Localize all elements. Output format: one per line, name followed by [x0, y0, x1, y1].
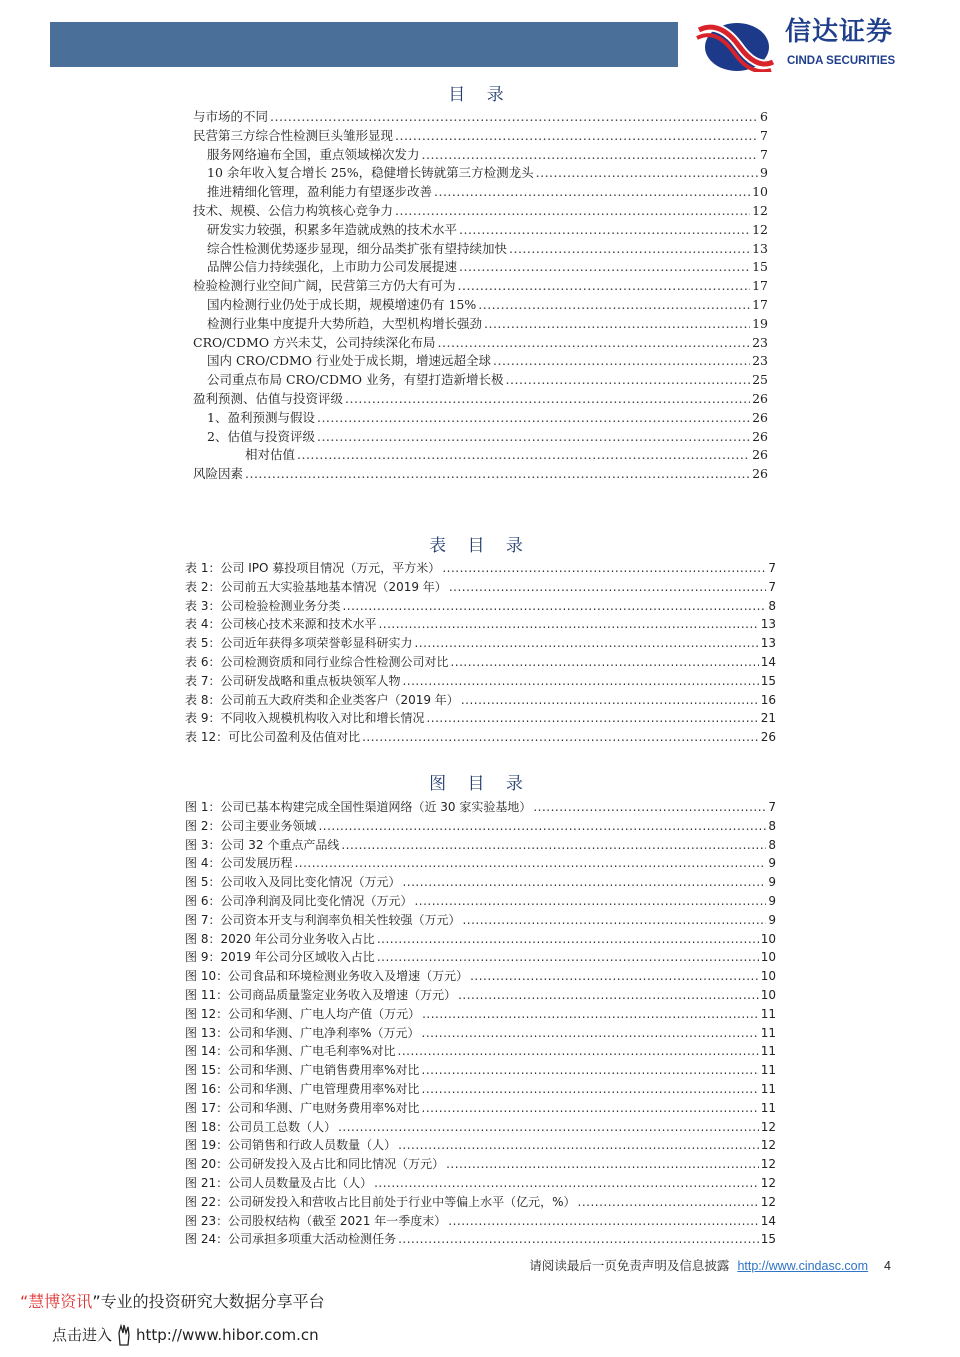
figures-entry[interactable] — [185, 1230, 776, 1249]
logo-text-en: CINDA SECURITIES — [787, 55, 896, 67]
dot-leader — [398, 1136, 759, 1155]
dot-leader — [459, 258, 750, 277]
figures-entry[interactable] — [185, 986, 776, 1005]
dot-leader — [377, 948, 759, 967]
figures-entry[interactable] — [185, 1193, 776, 1212]
figures-entry[interactable] — [185, 892, 776, 911]
dot-leader — [297, 446, 750, 465]
entry-page-number: 11 — [760, 1025, 776, 1040]
entry-page-number: 26 — [752, 447, 768, 463]
entry-page-number: 13 — [760, 636, 776, 651]
dot-leader — [446, 1155, 759, 1174]
entry-label: 图 5：公司收入及同比变化情况（万元） — [185, 875, 401, 890]
entry-label: 图 12：公司和华测、广电人均产值（万元） — [185, 1006, 421, 1021]
tables-title: 表 目 录 — [429, 536, 531, 556]
entry-label: 表 5：公司近年获得多项荣誉彰显科研实力 — [185, 636, 413, 651]
entry-label: 研发实力较强，积累多年造就成熟的技术水平 — [207, 221, 458, 237]
disclaimer-text: 请阅读最后一页免责声明及信息披露 — [529, 1258, 730, 1273]
figures-entry[interactable] — [185, 948, 776, 967]
dot-leader — [462, 911, 766, 930]
toc-entry[interactable] — [193, 409, 768, 428]
figures-entry[interactable] — [185, 1024, 776, 1043]
dot-leader — [536, 164, 758, 183]
tables-entry[interactable] — [185, 559, 776, 578]
entry-label: 民营第三方综合性检测巨头雏形显现 — [193, 127, 394, 143]
figures-entry[interactable] — [185, 836, 776, 855]
figures-entry[interactable] — [185, 967, 776, 986]
toc-entry[interactable] — [193, 315, 768, 334]
figures-entry[interactable] — [185, 1005, 776, 1024]
entry-page-number: 7 — [760, 146, 768, 162]
entry-page-number: 7 — [768, 561, 776, 575]
dot-leader — [345, 390, 750, 409]
header-bar — [50, 22, 678, 67]
dot-leader — [422, 1061, 759, 1080]
tables-entry[interactable] — [185, 597, 776, 616]
entry-label: 公司重点布局 CRO/CDMO 业务，有望打造新增长极 — [207, 372, 504, 388]
entry-page-number: 8 — [768, 598, 776, 613]
entry-page-number: 26 — [752, 428, 768, 444]
tables-entry[interactable] — [185, 578, 776, 597]
dot-leader — [422, 1024, 759, 1043]
entry-page-number: 11 — [760, 1006, 776, 1021]
toc-entry[interactable] — [193, 108, 768, 127]
entry-label: 与市场的不同 — [193, 109, 269, 124]
promo-tagline-text: 专业的投资研究大数据分享平台 — [100, 1292, 325, 1311]
entry-page-number: 7 — [760, 127, 768, 143]
entry-page-number: 12 — [760, 1175, 776, 1190]
dot-leader — [506, 371, 751, 390]
entry-page-number: 14 — [760, 654, 776, 669]
dot-leader — [270, 108, 758, 127]
entry-label: 表 4：公司核心技术来源和技术水平 — [185, 617, 377, 632]
entry-label: 技术、规模、公信力构筑核心竞争力 — [193, 202, 394, 218]
entry-label: 图 17：公司和华测、广电财务费用率%对比 — [185, 1100, 420, 1115]
figures-entry[interactable] — [185, 1155, 776, 1174]
dot-leader — [414, 634, 758, 653]
entry-label: 图 20：公司研发投入及占比和同比情况（万元） — [185, 1157, 445, 1172]
entry-page-number: 23 — [752, 334, 768, 350]
dot-leader — [470, 967, 759, 986]
tables-entry[interactable] — [185, 672, 776, 691]
dot-leader — [398, 1230, 759, 1249]
toc-entry[interactable] — [193, 146, 768, 165]
figures-entry[interactable] — [185, 854, 776, 873]
entry-label: 风险因素 — [193, 466, 244, 482]
entry-label: 表 8：公司前五大政府类和企业类客户（2019 年） — [185, 692, 459, 707]
entry-label: 相对估值 — [245, 447, 296, 463]
dot-leader — [422, 1099, 759, 1118]
promo-link-line — [52, 1323, 319, 1347]
figures-entry[interactable] — [185, 1136, 776, 1155]
toc-entry[interactable] — [193, 446, 768, 465]
figures-list — [185, 798, 776, 1249]
entry-page-number: 17 — [752, 296, 768, 312]
dot-leader — [493, 352, 750, 371]
dot-leader — [533, 798, 766, 817]
entry-label: 图 2：公司主要业务领域 — [185, 818, 317, 833]
dot-leader — [434, 183, 750, 202]
dot-leader — [578, 1193, 759, 1212]
entry-label: 图 3：公司 32 个重点产品线 — [185, 837, 340, 852]
entry-label: 综合性检测优势逐步显现，细分品类扩张有望持续加快 — [207, 240, 508, 256]
entry-page-number: 13 — [760, 617, 776, 632]
entry-page-number: 10 — [760, 969, 776, 984]
toc-entry[interactable] — [193, 164, 768, 183]
entry-page-number: 26 — [752, 390, 768, 406]
entry-page-number: 12 — [752, 202, 768, 218]
toc-entry[interactable] — [193, 258, 768, 277]
dot-leader — [245, 465, 750, 484]
entry-label: 图 6：公司净利润及同比变化情况（万元） — [185, 893, 413, 908]
tables-entry[interactable] — [185, 728, 776, 747]
dot-leader — [438, 334, 751, 353]
entry-label: CRO/CDMO 方兴未艾，公司持续深化布局 — [193, 334, 436, 350]
entry-label: 图 4：公司发展历程 — [185, 856, 293, 871]
entry-label: 2、估值与投资评级 — [207, 428, 315, 444]
toc-title: 目 录 — [448, 85, 512, 105]
entry-page-number: 11 — [760, 1100, 776, 1115]
tables-list — [185, 559, 776, 747]
entry-page-number: 10 — [752, 184, 768, 200]
entry-page-number: 8 — [768, 837, 776, 852]
figures-entry[interactable] — [185, 930, 776, 949]
entry-page-number: 15 — [760, 673, 776, 688]
entry-label: 图 10：公司食品和环境检测业务收入及增速（万元） — [185, 969, 469, 984]
entry-page-number: 9 — [760, 165, 768, 181]
figures-entry[interactable] — [185, 911, 776, 930]
figures-entry[interactable] — [185, 873, 776, 892]
toc-entry[interactable] — [193, 202, 768, 221]
entry-label: 图 7：公司资本开支与利润率负相关性较强（万元） — [185, 912, 461, 927]
entry-page-number: 11 — [760, 1081, 776, 1096]
entry-page-number: 9 — [768, 875, 776, 890]
dot-leader — [395, 127, 758, 146]
dot-leader — [342, 597, 766, 616]
figures-entry[interactable] — [185, 1212, 776, 1231]
entry-label: 图 24：公司承担多项重大活动检测任务 — [185, 1232, 397, 1247]
figures-entry[interactable] — [185, 817, 776, 836]
entry-label: 1、盈利预测与假设 — [207, 409, 315, 425]
toc-entry[interactable] — [193, 390, 768, 409]
entry-label: 盈利预测、估值与投资评级 — [193, 390, 344, 406]
toc-entry[interactable] — [193, 240, 768, 259]
entry-label: 图 8：2020 年公司分业务收入占比 — [185, 931, 375, 946]
toc-entry[interactable] — [193, 127, 768, 146]
dot-leader — [318, 817, 766, 836]
dot-leader — [422, 1005, 759, 1024]
toc-entry[interactable] — [193, 277, 768, 296]
dot-leader — [484, 315, 750, 334]
entry-page-number: 15 — [760, 1232, 776, 1247]
entry-label: 图 16：公司和华测、广电管理费用率%对比 — [185, 1081, 420, 1096]
figures-entry[interactable] — [185, 1174, 776, 1193]
entry-label: 表 9：不同收入规模机构收入对比和增长情况 — [185, 711, 425, 726]
dot-leader — [450, 653, 758, 672]
toc-entry[interactable] — [193, 352, 768, 371]
toc-entry[interactable] — [193, 296, 768, 315]
entry-page-number: 12 — [760, 1194, 776, 1209]
figures-entry[interactable] — [185, 1118, 776, 1137]
cinda-url-link[interactable]: http://www.cindasc.com — [737, 1259, 869, 1273]
entry-page-number: 10 — [760, 950, 776, 965]
quote-close: ” — [92, 1292, 101, 1311]
entry-label: 国内 CRO/CDMO 行业处于成长期，增速远超全球 — [207, 353, 492, 369]
dot-leader — [341, 836, 766, 855]
dot-leader — [338, 1118, 759, 1137]
entry-page-number: 7 — [768, 800, 776, 814]
figures-entry[interactable] — [185, 1042, 776, 1061]
dot-leader — [398, 1042, 759, 1061]
dot-leader — [402, 672, 758, 691]
dot-leader — [459, 221, 750, 240]
entry-page-number: 12 — [760, 1138, 776, 1153]
entry-label: 表 12：可比公司盈利及估值对比 — [185, 730, 361, 745]
dot-leader — [378, 615, 758, 634]
tables-entry[interactable] — [185, 634, 776, 653]
entry-page-number: 8 — [768, 818, 776, 833]
tables-entry[interactable] — [185, 615, 776, 634]
entry-page-number: 13 — [752, 240, 768, 256]
entry-label: 图 18：公司员工总数（人） — [185, 1119, 337, 1134]
quote-open: “ — [20, 1292, 29, 1311]
dot-leader — [422, 146, 759, 165]
entry-page-number: 9 — [768, 912, 776, 927]
entry-label: 图 14：公司和华测、广电毛利率%对比 — [185, 1044, 396, 1059]
entry-label: 表 6：公司检测资质和同行业综合性检测公司对比 — [185, 654, 449, 669]
entry-label: 图 15：公司和华测、广电销售费用率%对比 — [185, 1063, 420, 1078]
logo-text-cn: 信达证券 — [785, 17, 894, 47]
entry-page-number: 23 — [752, 353, 768, 369]
dot-leader — [461, 691, 759, 710]
toc-entry[interactable] — [193, 334, 768, 353]
entry-label: 推进精细化管理，盈利能力有望逐步改善 — [207, 184, 433, 200]
dot-leader — [426, 709, 758, 728]
entry-page-number: 15 — [752, 259, 768, 275]
cinda-logo — [695, 18, 940, 74]
entry-label: 表 1：公司 IPO 募投项目情况（万元，平方米） — [185, 561, 441, 575]
entry-label: 表 2：公司前五大实验基地基本情况（2019 年） — [185, 579, 447, 594]
toc-entry[interactable] — [193, 428, 768, 447]
promo-enter-text: 点击进入 — [52, 1326, 113, 1344]
entry-label: 图 19：公司销售和行政人员数量（人） — [185, 1138, 397, 1153]
entry-page-number: 6 — [760, 109, 768, 124]
dot-leader — [448, 1212, 758, 1231]
entry-label: 图 21：公司人员数量及占比（人） — [185, 1175, 373, 1190]
dot-leader — [449, 578, 767, 597]
dot-leader — [362, 728, 759, 747]
dot-leader — [422, 1080, 759, 1099]
dot-leader — [414, 892, 766, 911]
entry-page-number: 26 — [760, 730, 776, 745]
entry-label: 表 7：公司研发战略和重点板块领军人物 — [185, 673, 401, 688]
toc-list — [193, 108, 768, 484]
dot-leader — [458, 277, 751, 296]
figures-entry[interactable] — [185, 1061, 776, 1080]
promo-brand: 慧博资讯 — [28, 1292, 93, 1311]
dot-leader — [374, 1174, 759, 1193]
dot-leader — [478, 296, 750, 315]
tables-entry[interactable] — [185, 691, 776, 710]
entry-page-number: 26 — [752, 409, 768, 425]
entry-page-number: 26 — [752, 466, 768, 482]
figures-entry[interactable] — [185, 1080, 776, 1099]
dot-leader — [317, 409, 750, 428]
entry-page-number: 11 — [760, 1063, 776, 1078]
entry-page-number: 17 — [752, 278, 768, 294]
entry-label: 图 9：2019 年公司分区域收入占比 — [185, 950, 375, 965]
figures-title: 图 目 录 — [429, 774, 531, 794]
entry-page-number: 12 — [760, 1157, 776, 1172]
toc-entry[interactable] — [193, 465, 768, 484]
entry-label: 图 1：公司已基本构建完成全国性渠道网络（近 30 家实验基地） — [185, 800, 532, 814]
entry-label: 检验检测行业空间广阔，民营第三方仍大有可为 — [193, 278, 456, 294]
dot-leader — [377, 930, 759, 949]
entry-page-number: 7 — [768, 579, 776, 594]
entry-label: 图 11：公司商品质量鉴定业务收入及增速（万元） — [185, 987, 457, 1002]
dot-leader — [402, 873, 766, 892]
figures-entry[interactable] — [185, 1099, 776, 1118]
tables-entry[interactable] — [185, 709, 776, 728]
entry-label: 图 22：公司研发投入和营收占比目前处于行业中等偏上水平（亿元，%） — [185, 1194, 576, 1209]
dot-leader — [442, 559, 766, 578]
entry-label: 国内检测行业仍处于成长期，规模增速仍有 15% — [207, 296, 477, 312]
entry-page-number: 19 — [752, 315, 768, 331]
cinda-logo-icon — [695, 20, 775, 72]
toc-entry[interactable] — [193, 371, 768, 390]
dot-leader — [509, 240, 750, 259]
entry-page-number: 21 — [760, 711, 776, 726]
entry-label: 品牌公信力持续强化，上市助力公司发展提速 — [207, 259, 458, 275]
dot-leader — [458, 986, 759, 1005]
dot-leader — [317, 428, 750, 447]
figures-entry[interactable] — [185, 798, 776, 817]
entry-label: 表 3：公司检验检测业务分类 — [185, 598, 341, 613]
hand-pointer-icon — [116, 1323, 132, 1347]
entry-page-number: 16 — [760, 692, 776, 707]
entry-page-number: 11 — [760, 1044, 776, 1059]
dot-leader — [395, 202, 750, 221]
page-footer — [529, 1257, 891, 1275]
entry-label: 服务网络遍布全国，重点领域梯次发力 — [207, 146, 420, 162]
entry-page-number: 10 — [760, 987, 776, 1002]
toc-entry[interactable] — [193, 183, 768, 202]
page-number: 4 — [884, 1259, 891, 1273]
entry-page-number: 10 — [760, 931, 776, 946]
tables-entry[interactable] — [185, 653, 776, 672]
entry-page-number: 12 — [752, 221, 768, 237]
hibor-url-link[interactable]: http://www.hibor.com.cn — [136, 1326, 319, 1344]
entry-page-number: 9 — [768, 856, 776, 871]
entry-page-number: 9 — [768, 893, 776, 908]
dot-leader — [294, 854, 766, 873]
entry-label: 检测行业集中度提升大势所趋，大型机构增长强劲 — [207, 315, 483, 331]
promo-tagline — [20, 1291, 325, 1313]
entry-label: 图 13：公司和华测、广电净利率%（万元） — [185, 1025, 420, 1040]
toc-entry[interactable] — [193, 221, 768, 240]
entry-page-number: 12 — [760, 1119, 776, 1134]
entry-label: 10 余年收入复合增长 25%，稳健增长铸就第三方检测龙头 — [207, 165, 534, 181]
entry-page-number: 14 — [760, 1213, 776, 1228]
entry-label: 图 23：公司股权结构（截至 2021 年一季度末） — [185, 1213, 447, 1228]
entry-page-number: 25 — [752, 372, 768, 388]
